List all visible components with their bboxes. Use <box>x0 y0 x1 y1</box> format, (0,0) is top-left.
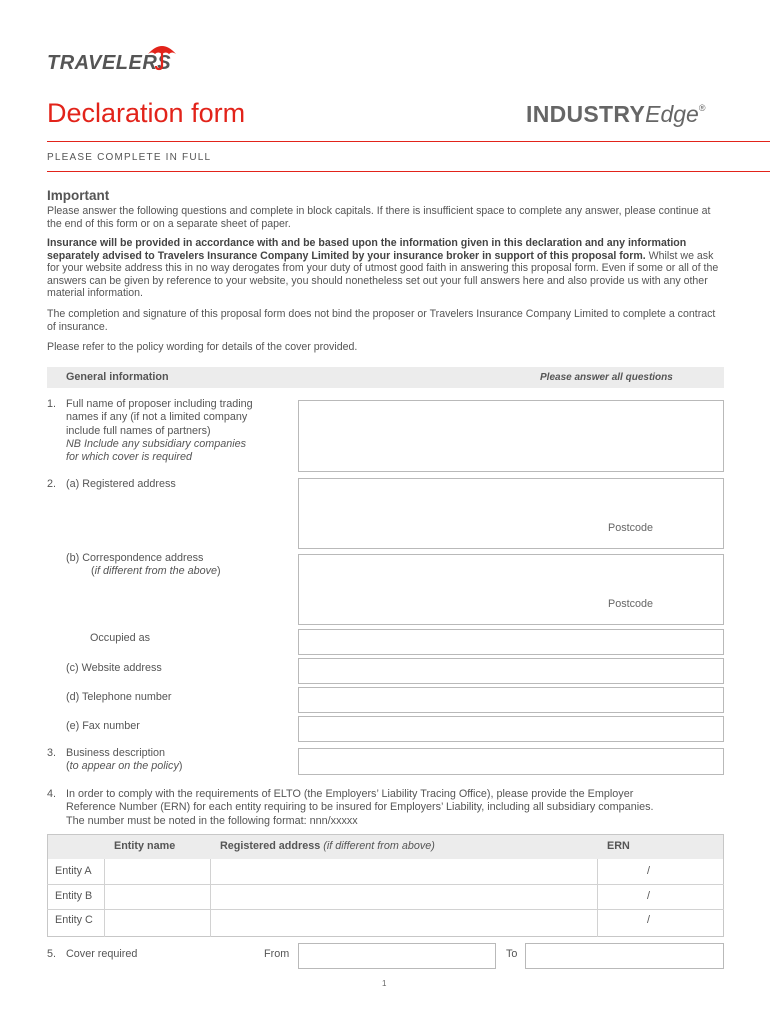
paragraph-2-bold: Insurance will be provided in accordance with and be based upon the information given in this declaration and any information separately advised to Travelers Insurance Company Limited by your insurance broker in support of this proposal form. <box>47 237 687 262</box>
page-title: Declaration form <box>47 98 246 128</box>
cover-from-field[interactable] <box>298 943 496 969</box>
q1-line-4: NB Include any subsidiary companies <box>66 437 247 450</box>
subtitle-divider <box>47 171 770 172</box>
entity-a-address-cell[interactable] <box>211 860 596 884</box>
correspondence-postcode-label: Postcode <box>608 598 654 610</box>
q3-number: 3. <box>47 747 57 759</box>
travelers-logo-text: TRAVELERS <box>47 52 172 74</box>
q3-italic: to appear on the policy <box>69 760 179 773</box>
q4-number: 4. <box>47 788 57 800</box>
q2b-label <box>66 552 221 579</box>
brand-bold: INDUSTRY <box>526 101 646 127</box>
q2c-label: (c) Website address <box>66 662 162 674</box>
q3-line-1: Business description <box>66 747 166 759</box>
q2d-label: (d) Telephone number <box>66 691 172 703</box>
fax-field[interactable] <box>298 716 724 742</box>
q1-line-1: Full name of proposer including trading <box>66 398 253 410</box>
registered-postcode-label: Postcode <box>608 522 654 534</box>
entity-b-address-cell[interactable] <box>211 885 596 909</box>
occupied-as-label: Occupied as <box>90 632 151 644</box>
section-note: Please answer all questions <box>540 372 673 383</box>
q5-number: 5. <box>47 948 57 960</box>
q1-line-3: include full names of partners) <box>66 424 211 437</box>
important-paragraph-1: Please answer the following questions and complete in block capitals. If there is insufficient space to complete any answer, please continue at the end of this form or on a separate sheet of paper. <box>47 205 711 230</box>
q4-line-2: Reference Number (ERN) for each entity requiring to be insured for Employers’ Liability, including all subsidiary companies. <box>66 801 654 814</box>
col-address-italic: (if different from above) <box>323 840 435 852</box>
q2a-label: (a) Registered address <box>66 478 176 490</box>
q4-line-3: The number must be noted in the following format: nnn/xxxxx <box>66 814 358 827</box>
entity-a-ern-cell[interactable] <box>598 860 723 884</box>
entity-a-name-cell[interactable] <box>105 860 209 884</box>
important-paragraph-3: The completion and signature of this proposal form does not bind the proposer or Travelers Insurance Company Limited to complete a contract of insurance. <box>47 308 716 333</box>
entity-b-ern-cell[interactable] <box>598 885 723 909</box>
full-name-field[interactable] <box>298 400 724 472</box>
q2b-open-paren: ( <box>91 565 95 578</box>
q3-close-paren: ) <box>178 760 183 773</box>
telephone-field[interactable] <box>298 687 724 713</box>
col-entity-name: Entity name <box>114 840 176 852</box>
header-divider <box>47 141 770 142</box>
entity-b-label: Entity B <box>55 890 93 902</box>
q2e-label: (e) Fax number <box>66 720 140 732</box>
subtitle: PLEASE COMPLETE IN FULL <box>47 152 212 163</box>
to-label: To <box>506 948 518 960</box>
registered-mark: ® <box>698 103 706 113</box>
umbrella-logo-icon <box>146 40 178 72</box>
q4-text <box>66 788 726 828</box>
q3-open-paren: ( <box>66 760 70 773</box>
q1-number: 1. <box>47 398 57 410</box>
q3-line-2 <box>66 760 182 773</box>
ern-b-slash: / <box>647 890 650 902</box>
business-description-field[interactable] <box>298 748 724 775</box>
q1-line-2: names if any (if not a limited company <box>66 411 248 424</box>
col-address-bold: Registered address <box>220 840 324 852</box>
website-field[interactable] <box>298 658 724 684</box>
correspondence-address-field[interactable] <box>298 554 724 625</box>
q5-label: Cover required <box>66 948 138 960</box>
industry-edge-logo <box>526 101 705 128</box>
entity-c-label: Entity C <box>55 914 93 926</box>
q2b-close-paren: ) <box>217 565 221 578</box>
entity-b-name-cell[interactable] <box>105 885 209 909</box>
q2b-line-1: (b) Correspondence address <box>66 552 204 564</box>
important-paragraph-2 <box>47 237 727 300</box>
col-registered-address <box>220 840 435 852</box>
registered-address-field[interactable] <box>298 478 724 549</box>
from-label: From <box>264 948 290 960</box>
occupied-as-field[interactable] <box>298 629 724 655</box>
entity-c-name-cell[interactable] <box>105 910 209 936</box>
q2b-italic: if different from the above <box>94 565 218 578</box>
q1-label <box>66 398 253 464</box>
q1-line-5: for which cover is required <box>66 451 193 464</box>
entity-c-ern-cell[interactable] <box>598 910 723 936</box>
paragraph-2-rest: Whilst we ask for your website address this in no way derogates from your duty of utmost good faith in answering this proposal form. Even if some or all of the answers can be given by reference to your website, you should nonetheless set out your full answers here and also provide us with any other material information. <box>47 249 719 300</box>
cover-to-field[interactable] <box>525 943 724 969</box>
brand-italic: Edge <box>645 101 699 127</box>
q4-line-1: In order to comply with the requirements of ELTO (the Employers’ Liability Tracing Office), please provide the Employer <box>66 788 634 800</box>
section-title: General information <box>66 371 169 383</box>
q2b-line-2 <box>66 565 221 578</box>
important-paragraph-4: Please refer to the policy wording for details of the cover provided. <box>47 341 358 353</box>
col-ern: ERN <box>607 840 630 852</box>
important-heading: Important <box>47 188 110 203</box>
page-number: 1 <box>382 979 387 988</box>
q3-label <box>66 747 182 774</box>
q2-number: 2. <box>47 478 57 490</box>
entity-c-address-cell[interactable] <box>211 910 596 936</box>
ern-c-slash: / <box>647 914 650 926</box>
entity-a-label: Entity A <box>55 865 92 877</box>
ern-a-slash: / <box>647 865 650 877</box>
